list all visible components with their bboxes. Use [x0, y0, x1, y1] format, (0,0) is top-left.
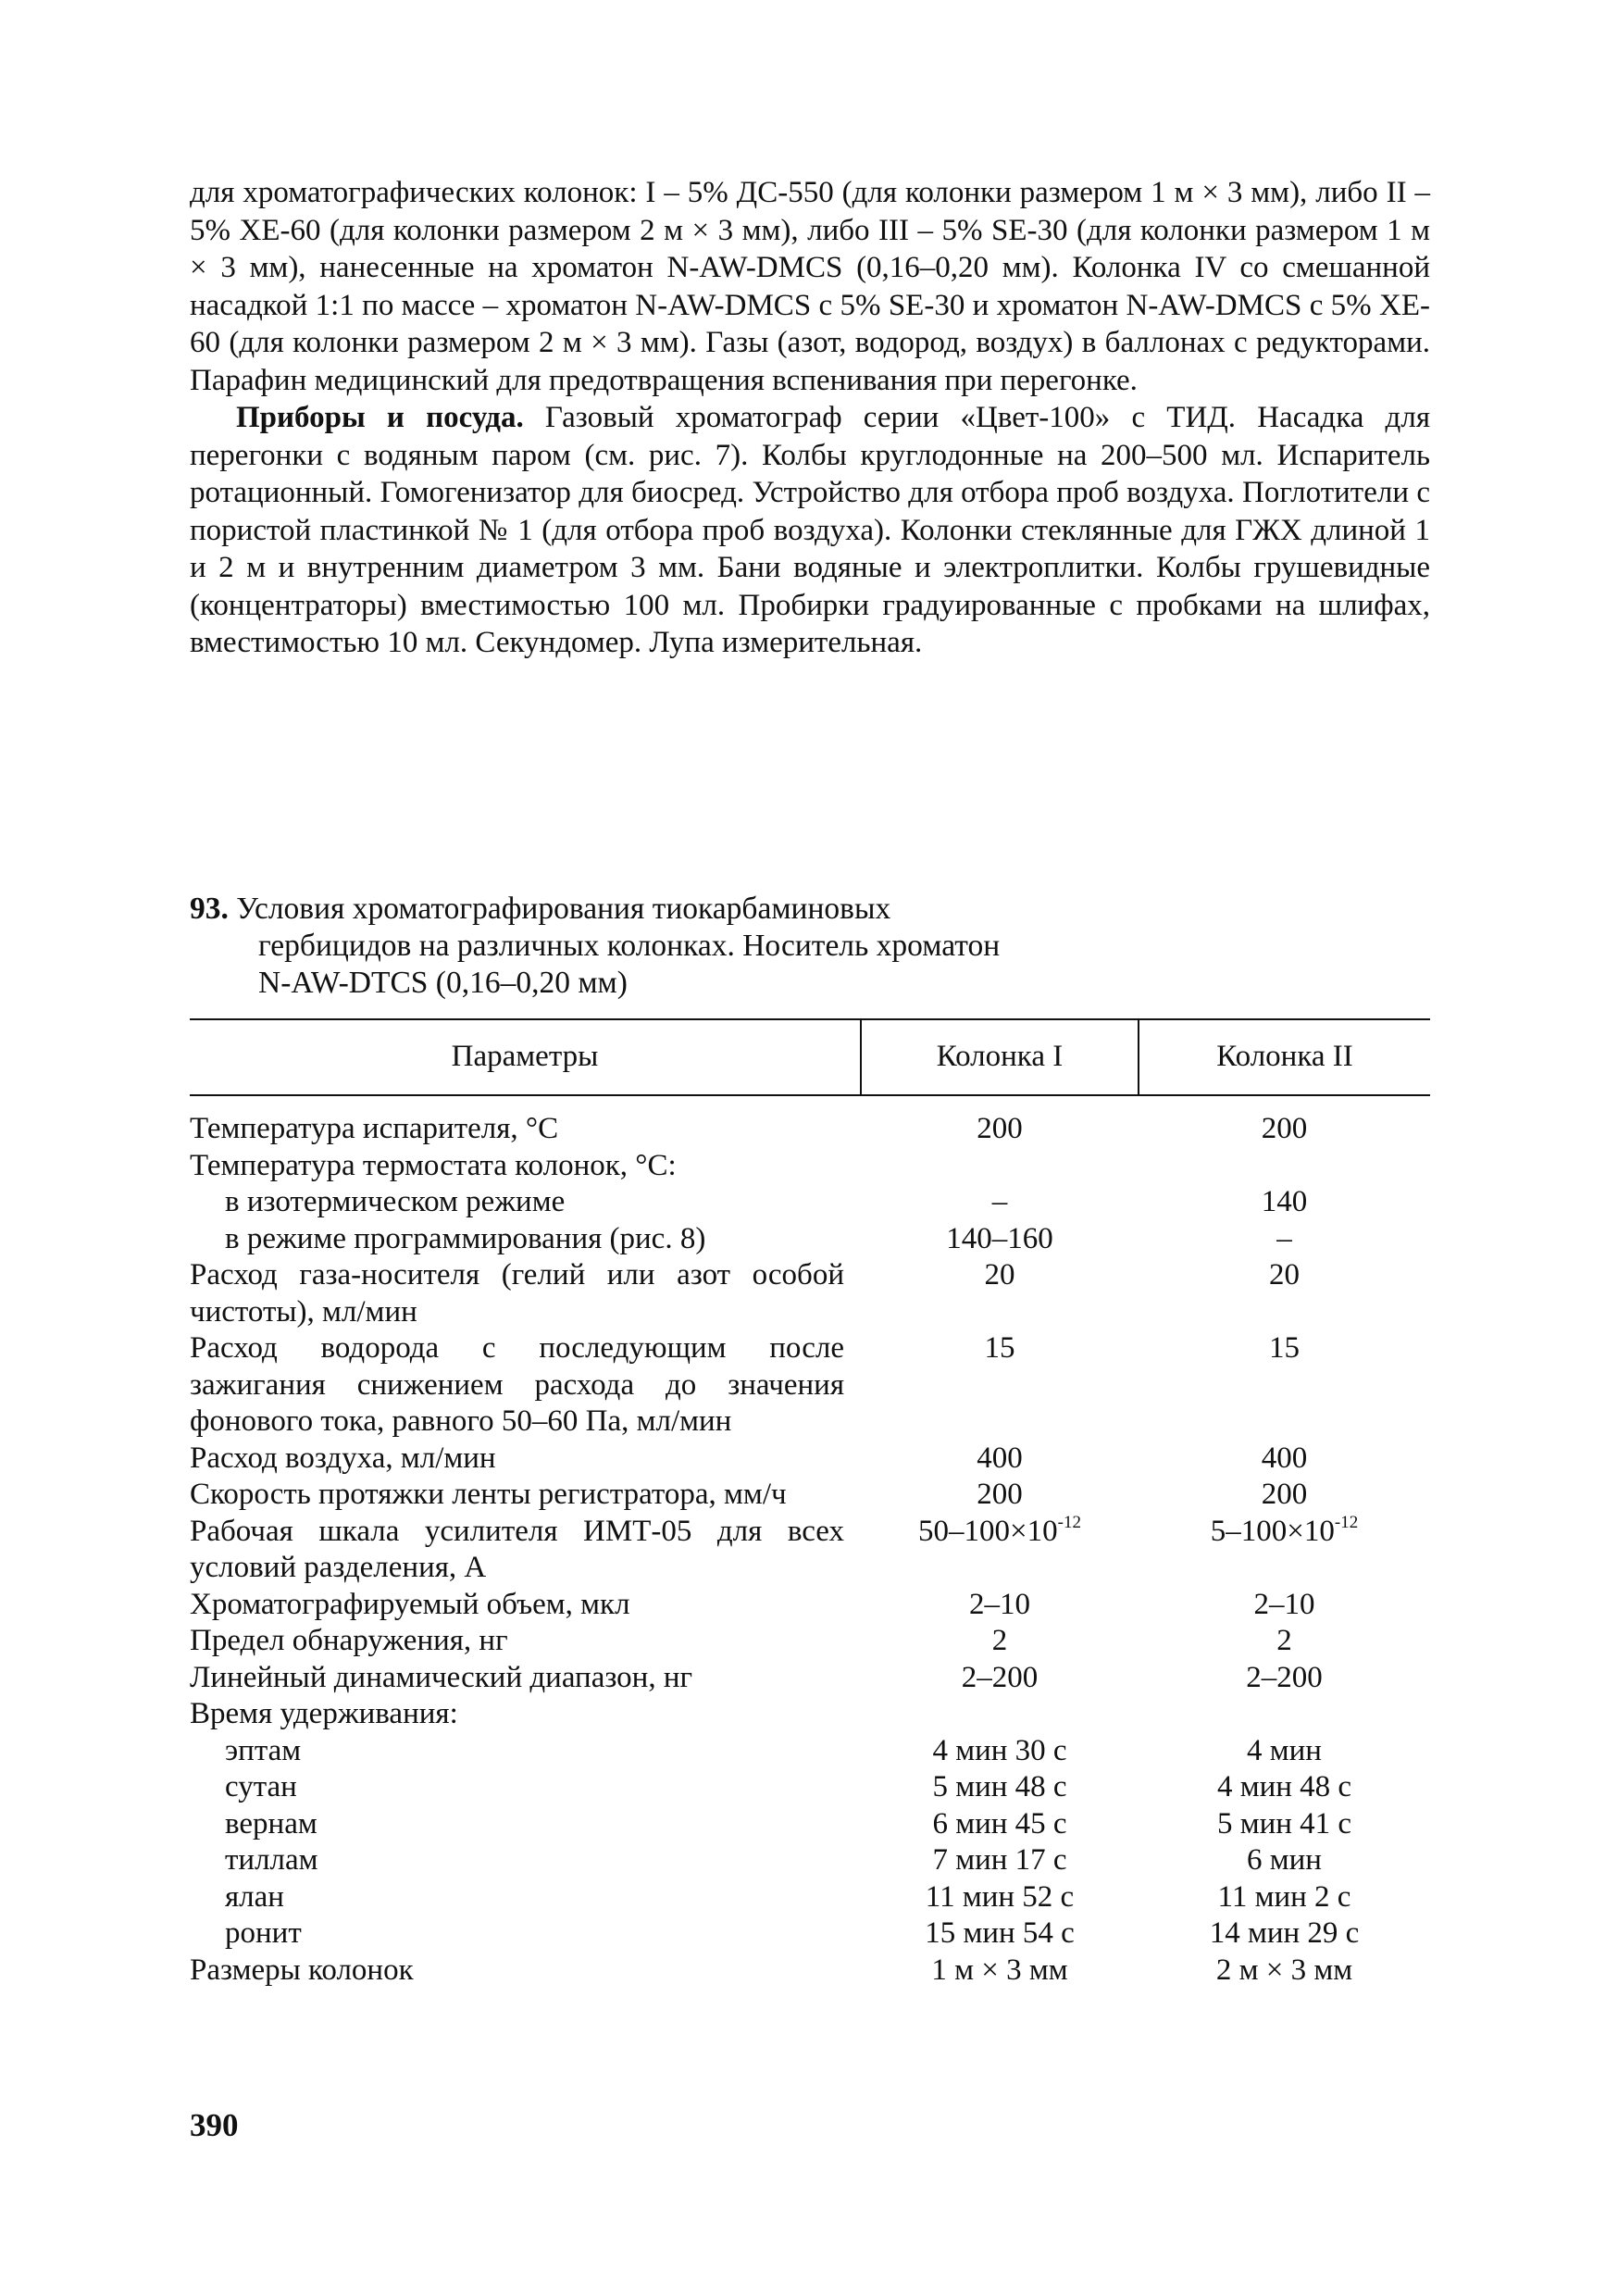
value-cell-column-1: [861, 1477, 1139, 1514]
param-cell: эптам: [225, 1733, 302, 1767]
value-exponent: -12: [1334, 1512, 1359, 1532]
table-row: [190, 1095, 1430, 1148]
table-row: [190, 1879, 1430, 1916]
value-cell-column-2: [1139, 1879, 1430, 1916]
value-text: 200: [977, 1112, 1023, 1145]
param-cell: Размеры колонок: [190, 1953, 414, 1987]
value-text: 2–10: [969, 1587, 1030, 1621]
table-row: [190, 1441, 1430, 1478]
value-cell-column-1: [861, 1514, 1139, 1587]
value-cell-column-1: [861, 1953, 1139, 1990]
value-cell-column-2: [1139, 1514, 1430, 1587]
param-cell: сутан: [225, 1770, 297, 1803]
value-cell-column-2: [1139, 1257, 1430, 1330]
table-row: [190, 1660, 1430, 1697]
param-cell: Предел обнаружения, нг: [190, 1624, 508, 1657]
header-parameters: Параметры: [190, 1019, 861, 1095]
value-cell-column-2: [1139, 1623, 1430, 1660]
value-exponent: -12: [1057, 1512, 1081, 1532]
value-cell-column-2: [1139, 1842, 1430, 1879]
value-cell-column-1: [861, 1095, 1139, 1148]
value-cell-column-1: [861, 1441, 1139, 1478]
value-text: 11 мин 2 с: [1217, 1879, 1351, 1914]
equipment-heading: Приборы и посуда.: [236, 401, 524, 434]
equipment-body: Газовый хроматограф серии «Цвет-100» с ТИД. Насадка для перегонки с водяным паром (см. рис. 7). Колбы круглодонные на 200–500 мл. Испаритель ротационный. Гомогенизатор для биосред. Устройство для отбора проб воздуха. Поглотители с пористой пластинкой № 1 (для отбора проб воздуха). Колонки стеклянные для ГЖХ длиной 1 и 2 м и внутренним диаметром 3 мм. Бани водяные и электроплитки. Колбы грушевидные (концентраторы) вместимостью 100 мл. Пробирки градуированные с пробками на шлифах, вместимостью 10 мл. Секундомер. Лупа измерительная.: [190, 401, 1430, 659]
value-cell-column-2: [1139, 1148, 1430, 1185]
value-text: 11 мин 52 с: [925, 1879, 1075, 1914]
equipment-paragraph: [190, 399, 1430, 662]
value-cell-column-1: [861, 1257, 1139, 1330]
value-text: 2 м × 3 мм: [1215, 1953, 1353, 1987]
table-row: [190, 1769, 1430, 1806]
conditions-table-wrap: [190, 1018, 1430, 1989]
value-cell-column-2: [1139, 1477, 1430, 1514]
table-row: [190, 1915, 1430, 1953]
table-row: [190, 1842, 1430, 1879]
table-row: [190, 1184, 1430, 1221]
value-cell-column-2: [1139, 1221, 1430, 1258]
header-column-2: Колонка II: [1139, 1019, 1430, 1095]
value-text: –: [1276, 1221, 1292, 1255]
value-cell-column-2: [1139, 1095, 1430, 1148]
value-cell-column-2: [1139, 1915, 1430, 1953]
param-cell: тиллам: [225, 1843, 318, 1877]
value-text: 15: [1269, 1331, 1300, 1365]
table-number: 93.: [190, 892, 229, 926]
value-text: 2–200: [1246, 1660, 1323, 1694]
value-text: 2–10: [1253, 1587, 1315, 1621]
value-cell-column-1: [861, 1733, 1139, 1770]
caption-line-3: N-AW-DTCS (0,16–0,20 мм): [258, 966, 628, 1000]
conditions-table: [190, 1018, 1430, 1989]
value-cell-column-2: [1139, 1330, 1430, 1441]
table-caption: [190, 891, 1421, 1002]
param-cell: Расход газа-носителя (гелий или азот особой чистоты), мл/мин: [190, 1258, 844, 1329]
value-text: 15 мин 54 с: [925, 1916, 1075, 1950]
value-cell-column-1: [861, 1806, 1139, 1843]
value-cell-column-1: [861, 1696, 1139, 1733]
value-cell-column-2: [1139, 1953, 1430, 1990]
table-row: [190, 1514, 1430, 1587]
value-text: 140: [1261, 1185, 1308, 1218]
value-cell-column-1: [861, 1221, 1139, 1258]
value-cell-column-2: [1139, 1587, 1430, 1624]
value-text: 6 мин: [1247, 1843, 1322, 1877]
table-row: [190, 1148, 1430, 1185]
value-text: 20: [1269, 1258, 1300, 1292]
param-cell: ронит: [225, 1916, 302, 1950]
value-cell-column-2: [1139, 1769, 1430, 1806]
value-text: 2: [991, 1624, 1008, 1657]
table-body: [190, 1095, 1430, 1989]
value-cell-column-1: [861, 1587, 1139, 1624]
param-cell: Расход воздуха, мл/мин: [190, 1441, 496, 1475]
value-cell-column-1: [861, 1915, 1139, 1953]
page-number: 390: [190, 2107, 239, 2143]
value-text: 4 мин 30 с: [932, 1733, 1067, 1767]
table-row: [190, 1257, 1430, 1330]
value-cell-column-1: [861, 1330, 1139, 1441]
param-cell: Линейный динамический диапазон, нг: [190, 1660, 693, 1694]
value-text: 50–100×10: [918, 1514, 1058, 1548]
value-text: 4 мин: [1247, 1733, 1322, 1767]
value-cell-column-1: [861, 1184, 1139, 1221]
table-row: [190, 1221, 1430, 1258]
param-cell: Скорость протяжки ленты регистратора, мм/ч: [190, 1478, 787, 1511]
value-cell-column-2: [1139, 1806, 1430, 1843]
reagents-paragraph: для хроматографических колонок: I – 5% ДС-550 (для колонки размером 1 м × 3 мм), либо II – 5% XE-60 (для колонки размером 2 м × 3 мм), либо III – 5% SE-30 (для колонки размером 1 м × 3 мм), нанесенные на хроматон N-AW-DMCS (0,16–0,20 мм). Колонка IV со смешанной насадкой 1:1 по массе – хроматон N-AW-DMCS с 5% SE-30 и хроматон N-AW-DMCS с 5% XE-60 (для колонки размером 2 м × 3 мм). Газы (азот, водород, воздух) в баллонах с редукторами. Парафин медицинский для предотвращения вспенивания при перегонке.: [190, 176, 1430, 397]
value-text: 4 мин 48 с: [1216, 1770, 1352, 1803]
value-text: 2: [1276, 1624, 1292, 1657]
param-cell: Температура термостата колонок, °С:: [190, 1148, 677, 1182]
value-text: 6 мин 45 с: [932, 1806, 1067, 1841]
param-cell: вернам: [225, 1806, 317, 1841]
value-text: 400: [1261, 1441, 1308, 1475]
value-text: 400: [977, 1441, 1023, 1475]
value-cell-column-1: [861, 1769, 1139, 1806]
param-cell: Расход водорода с последующим после зажигания снижением расхода до значения фонового тока, равного 50–60 Па, мл/мин: [190, 1331, 844, 1438]
value-text: 1 м × 3 мм: [931, 1953, 1068, 1987]
value-cell-column-2: [1139, 1184, 1430, 1221]
value-cell-column-1: [861, 1623, 1139, 1660]
table-row: [190, 1587, 1430, 1624]
value-cell-column-2: [1139, 1660, 1430, 1697]
value-cell-column-1: [861, 1660, 1139, 1697]
param-cell: Температура испарителя, °С: [190, 1112, 559, 1145]
value-cell-column-1: [861, 1842, 1139, 1879]
param-cell: ялан: [225, 1879, 284, 1914]
value-text: –: [991, 1185, 1008, 1218]
value-cell-column-1: [861, 1148, 1139, 1185]
value-cell-column-2: [1139, 1733, 1430, 1770]
value-text: 200: [1261, 1478, 1308, 1511]
table-row: [190, 1477, 1430, 1514]
value-cell-column-2: [1139, 1441, 1430, 1478]
caption-line-2: гербицидов на различных колонках. Носитель хроматон: [258, 929, 1001, 963]
value-text: 200: [977, 1478, 1023, 1511]
table-row: [190, 1733, 1430, 1770]
body-text: [190, 174, 1430, 662]
value-text: 5–100×10: [1210, 1514, 1335, 1548]
param-cell: в режиме программирования (рис. 8): [225, 1221, 706, 1255]
caption-line-1: Условия хроматографирования тиокарбаминовых: [236, 892, 891, 926]
value-cell-column-1: [861, 1879, 1139, 1916]
value-cell-column-2: [1139, 1696, 1430, 1733]
value-text: 7 мин 17 с: [932, 1843, 1067, 1877]
value-text: 20: [984, 1258, 1015, 1292]
table-header-row: [190, 1019, 1430, 1095]
value-text: 15: [984, 1331, 1015, 1365]
value-text: 140–160: [946, 1221, 1053, 1255]
value-text: 200: [1261, 1112, 1308, 1145]
table-row: [190, 1623, 1430, 1660]
value-text: 5 мин 48 с: [932, 1770, 1067, 1803]
value-text: 5 мин 41 с: [1216, 1806, 1352, 1841]
param-cell: Рабочая шкала усилителя ИМТ-05 для всех условий разделения, А: [190, 1514, 844, 1584]
header-column-1: Колонка I: [861, 1019, 1139, 1095]
table-row: [190, 1806, 1430, 1843]
value-text: 14 мин 29 с: [1209, 1916, 1360, 1950]
param-cell: Время удерживания:: [190, 1697, 458, 1730]
table-row: [190, 1953, 1430, 1990]
table-row: [190, 1696, 1430, 1733]
param-cell: в изотермическом режиме: [225, 1185, 566, 1218]
param-cell: Хроматографируемый объем, мкл: [190, 1587, 630, 1621]
value-text: 2–200: [961, 1660, 1039, 1694]
table-row: [190, 1330, 1430, 1441]
